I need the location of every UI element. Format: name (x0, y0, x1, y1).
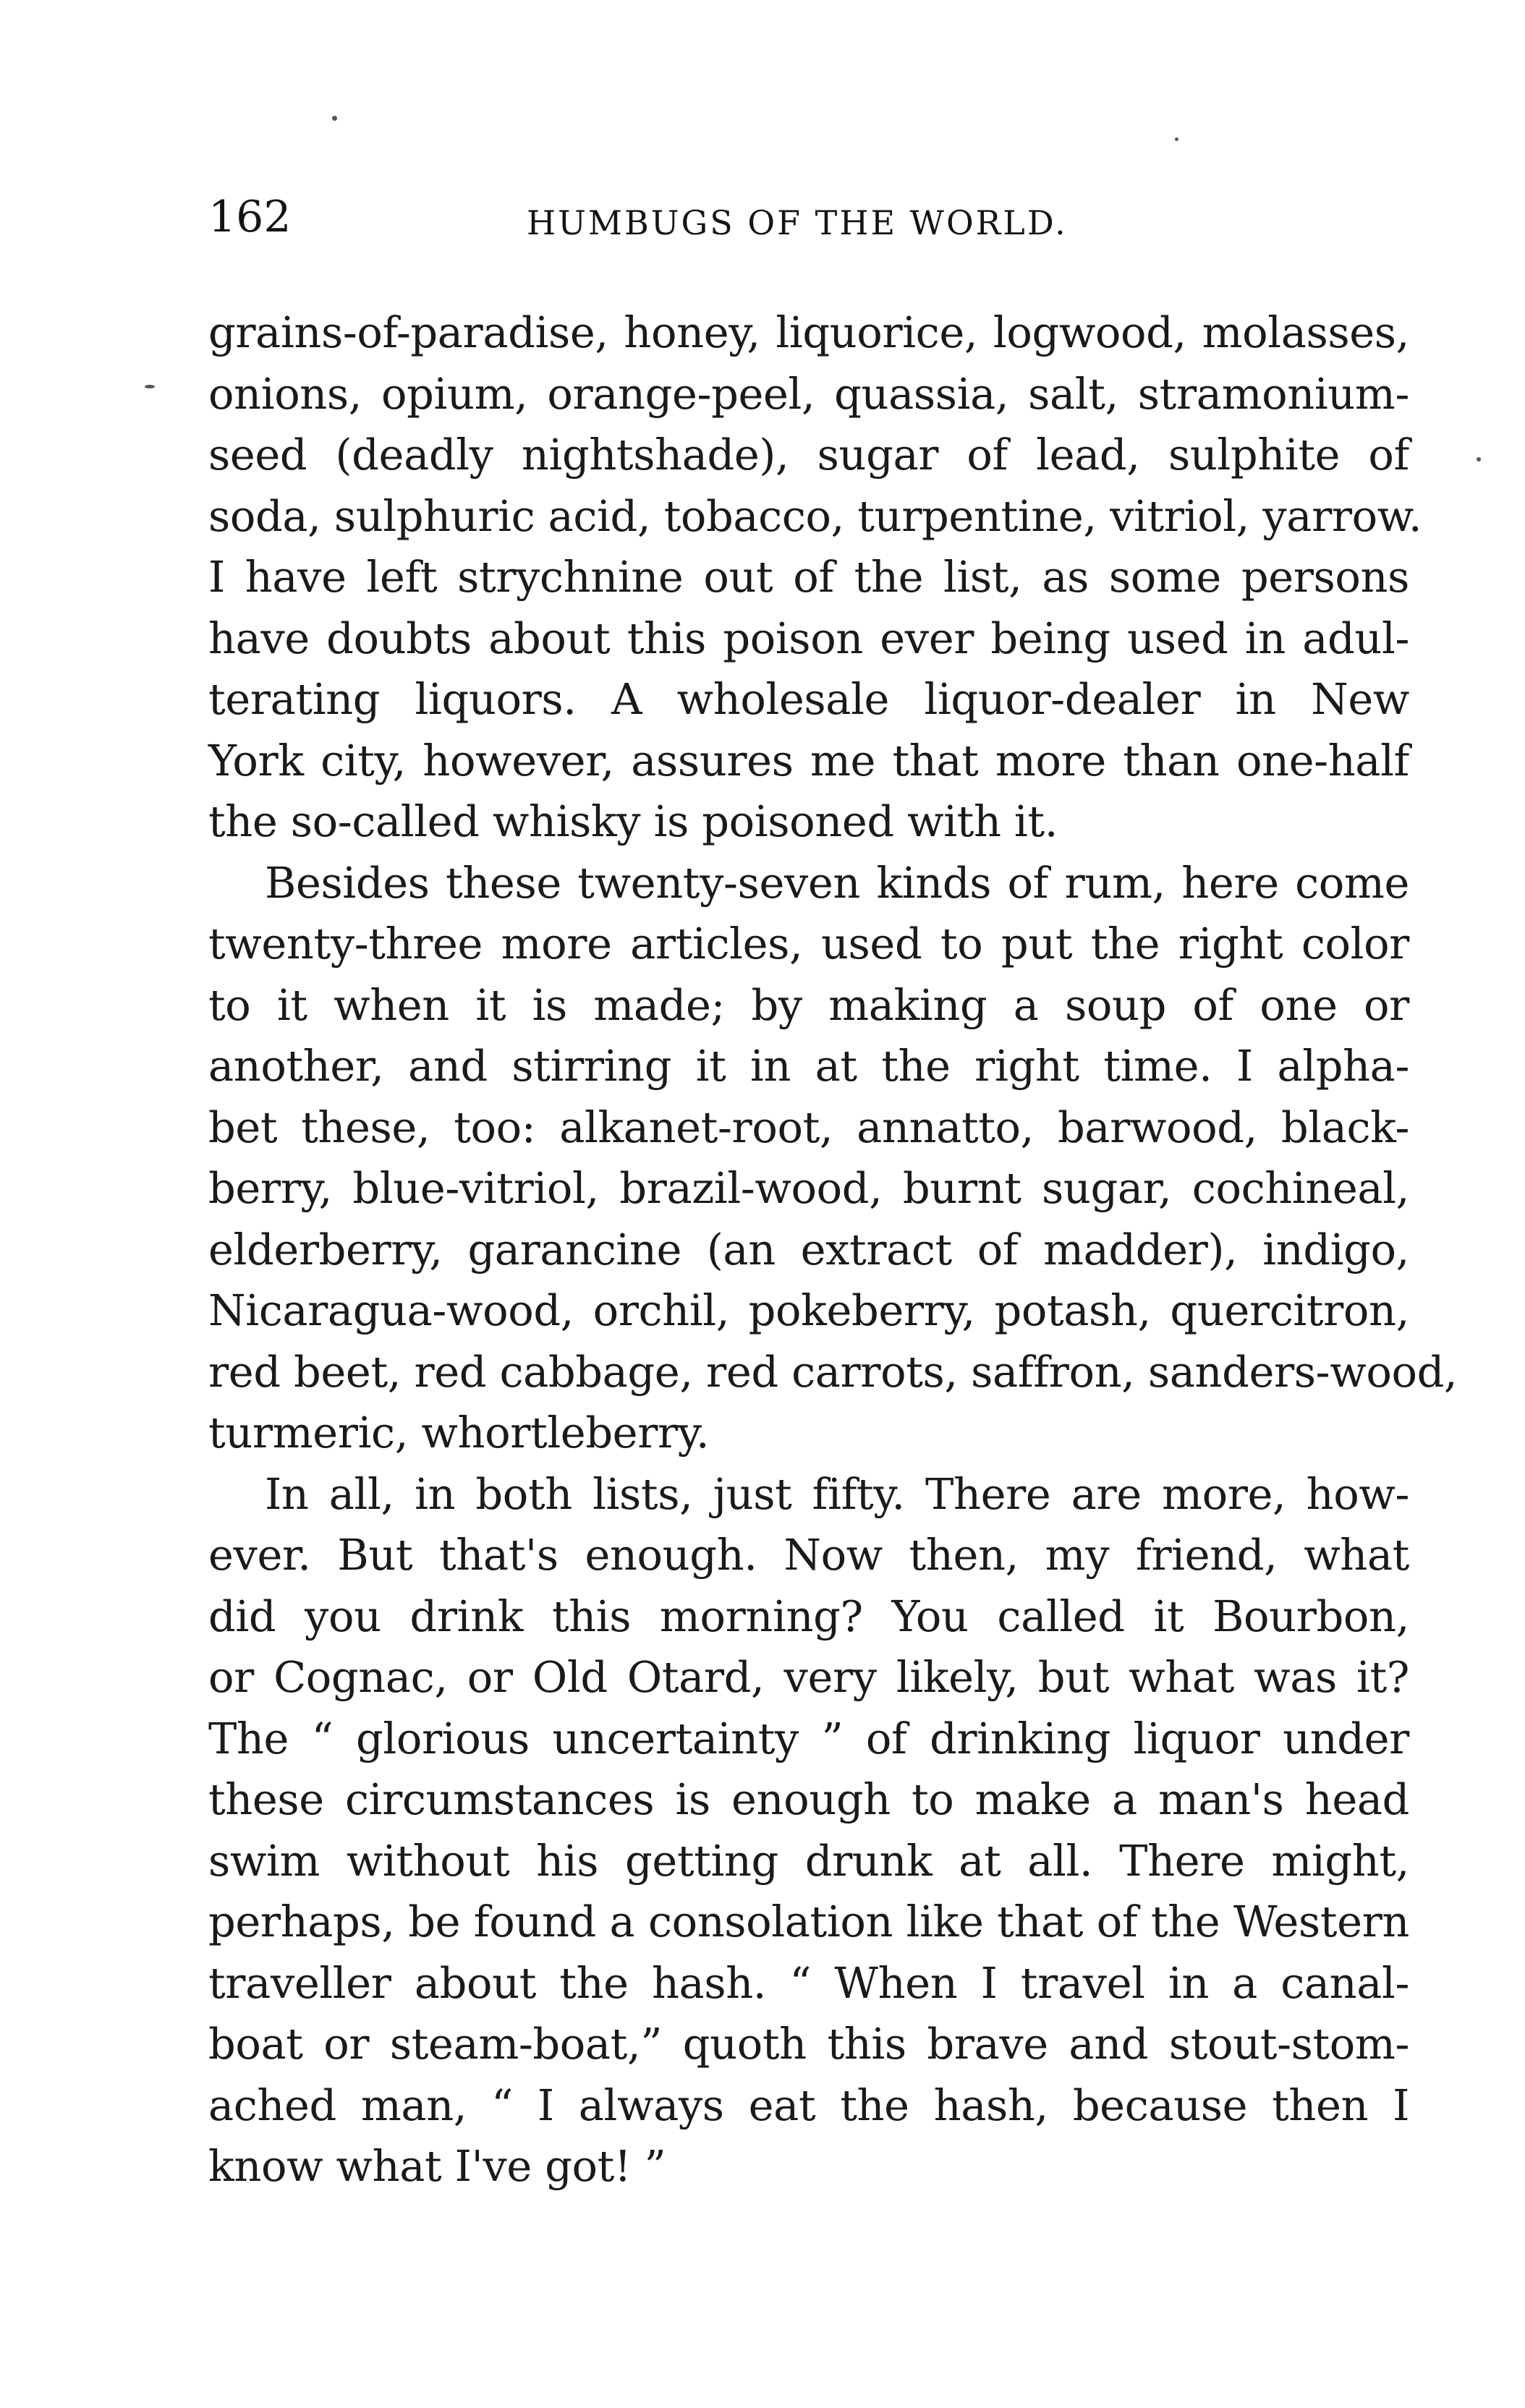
text-line: onions, opium, orange-peel, quassia, salt, stramonium- (208, 368, 1409, 419)
text-line: did you drink this morning? You called it Bourbon, (208, 1591, 1409, 1641)
page-header (208, 184, 1315, 250)
text-line: or Cognac, or Old Otard, very likely, but what was it? (208, 1652, 1409, 1702)
text-line: soda, sulphuric acid, tobacco, turpentine, vitriol, yarrow. (208, 490, 1422, 541)
paragraph-first-line: In all, in both lists, just fifty. There are more, how- (265, 1468, 1409, 1519)
text-line: twenty-three more articles, used to put the right color (208, 919, 1409, 969)
text-line: another, and stirring it in at the right time. I alpha- (208, 1041, 1409, 1091)
text-line: ached man, “ I always eat the hash, because then I (208, 2080, 1409, 2130)
text-line: terating liquors. A wholesale liquor-dealer in New (208, 674, 1409, 724)
text-line: boat or steam-boat,” quoth this brave and stout-stom- (208, 2019, 1409, 2069)
text-line: Nicaragua-wood, orchil, pokeberry, potash, quercitron, (208, 1285, 1409, 1335)
ink-speck (145, 385, 155, 388)
text-line: berry, blue-vitriol, brazil-wood, burnt sugar, cochineal, (208, 1163, 1409, 1213)
ink-speck (1175, 137, 1178, 141)
text-line: York city, however, assures me that more than one-half (208, 735, 1409, 786)
running-title: HUMBUGS OF THE WORLD. (527, 203, 1068, 242)
text-line: seed (deadly nightshade), sugar of lead, sulphite of (208, 430, 1409, 480)
paragraph-first-line: Besides these twenty-seven kinds of rum, here come (265, 857, 1409, 908)
text-line: traveller about the hash. “ When I travel in a canal- (208, 1957, 1409, 2008)
text-line: turmeric, whortleberry. (208, 1408, 710, 1458)
text-line: ever. But that's enough. Now then, my friend, what (208, 1530, 1409, 1580)
text-line: grains-of-paradise, honey, liquorice, logwood, molasses, (208, 307, 1409, 357)
ink-speck (1477, 457, 1481, 461)
text-line: bet these, too: alkanet-root, annatto, barwood, black- (208, 1102, 1409, 1152)
text-line: perhaps, be found a consolation like that of the Western (208, 1897, 1409, 1947)
text-line: to it when it is made; by making a soup of one or (208, 979, 1409, 1030)
ink-speck (332, 116, 337, 121)
text-line: know what I've got! ” (208, 2141, 666, 2191)
text-line: the so-called whisky is poisoned with it. (208, 796, 1058, 846)
body-text (208, 302, 1458, 2198)
text-line: swim without his getting drunk at all. There might, (208, 1835, 1409, 1886)
text-line: have doubts about this poison ever being used in adul- (208, 613, 1409, 663)
text-line: these circumstances is enough to make a man's head (208, 1774, 1409, 1824)
text-line: I have left strychnine out of the list, as some persons (208, 552, 1409, 602)
text-line: The “ glorious uncertainty ” of drinking liquor under (208, 1713, 1409, 1764)
text-line: red beet, red cabbage, red carrots, saffron, sanders-wood, (208, 1346, 1458, 1397)
text-line: elderberry, garancine (an extract of madder), indigo, (208, 1224, 1409, 1275)
page-number: 162 (208, 192, 292, 242)
